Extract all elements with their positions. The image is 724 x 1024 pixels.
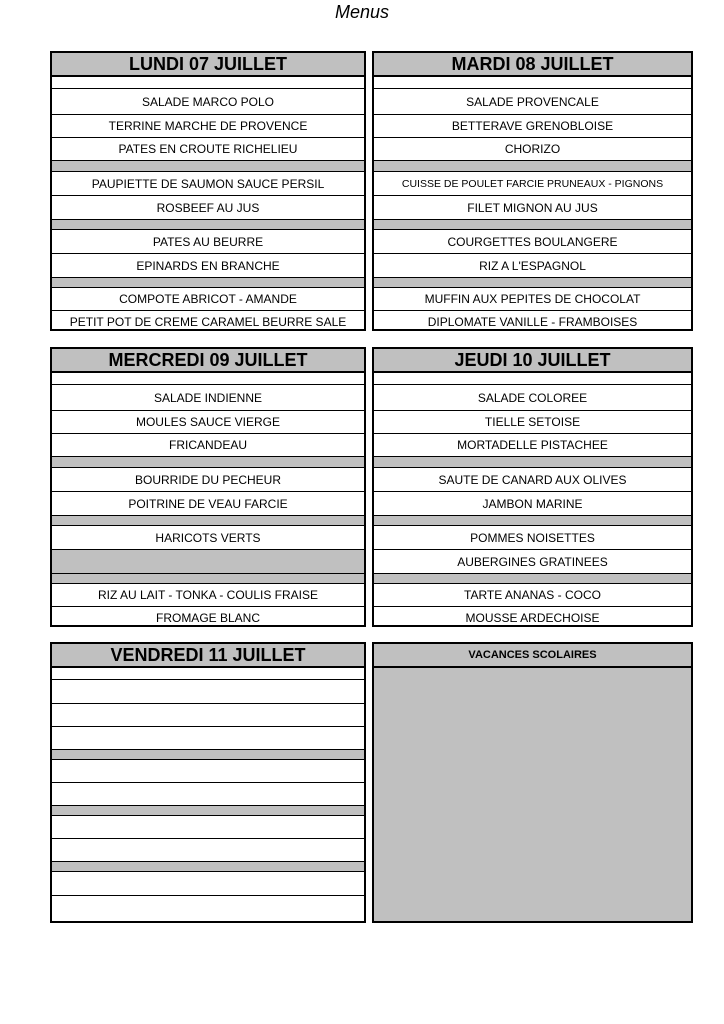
separator-row [52,862,364,872]
menu-item: AUBERGINES GRATINEES [374,550,691,574]
menu-item: SALADE PROVENCALE [374,89,691,115]
spacer-row [374,77,691,89]
menu-item: RIZ A L'ESPAGNOL [374,254,691,278]
menu-item: CUISSE DE POULET FARCIE PRUNEAUX - PIGNONS [374,172,691,196]
menu-item-empty [52,896,364,919]
separator-row [374,278,691,288]
holiday-panel [372,642,693,923]
separator-row [52,516,364,526]
menu-item: COURGETTES BOULANGERE [374,230,691,254]
menu-item: TIELLE SETOISE [374,411,691,434]
menu-item-empty [52,704,364,727]
menu-item: MORTADELLE PISTACHEE [374,434,691,457]
menu-item: SAUTE DE CANARD AUX OLIVES [374,468,691,492]
menu-item: DIPLOMATE VANILLE - FRAMBOISES [427,315,638,329]
menu-item: FROMAGE BLANC [155,611,260,625]
menu-item: HARICOTS VERTS [52,526,364,550]
menu-item: POITRINE DE VEAU FARCIE [52,492,364,516]
separator-row [52,574,364,584]
separator-row [52,161,364,172]
day-header-vendredi: VENDREDI 11 JUILLET [52,644,364,668]
day-header-mercredi: MERCREDI 09 JUILLET [52,349,364,373]
menu-item: MOUSSE ARDECHOISE [465,611,600,625]
menu-item: BETTERAVE GRENOBLOISE [374,115,691,138]
menu-item: CHORIZO [374,138,691,161]
menu-item: FILET MIGNON AU JUS [374,196,691,220]
day-header-mardi: MARDI 08 JUILLET [374,53,691,77]
page-title: Menus [334,2,390,22]
menu-item: PAUPIETTE DE SAUMON SAUCE PERSIL [52,172,364,196]
menu-item: MOULES SAUCE VIERGE [52,411,364,434]
menu-item: MUFFIN AUX PEPITES DE CHOCOLAT [374,288,691,311]
menu-item-empty [52,550,364,574]
holiday-header: VACANCES SCOLAIRES [374,644,691,668]
separator-row [374,161,691,172]
menu-item: PATES EN CROUTE RICHELIEU [52,138,364,161]
menu-item: EPINARDS EN BRANCHE [52,254,364,278]
separator-row [374,516,691,526]
day-header-jeudi: JEUDI 10 JUILLET [374,349,691,373]
day-panel-mardi [372,51,693,331]
menu-item: SALADE MARCO POLO [52,89,364,115]
menu-item: BOURRIDE DU PECHEUR [52,468,364,492]
menu-item: TERRINE MARCHE DE PROVENCE [52,115,364,138]
menu-item: RIZ AU LAIT - TONKA - COULIS FRAISE [52,584,364,607]
menu-item-empty [52,839,364,862]
menu-item: PETIT POT DE CREME CARAMEL BEURRE SALE [69,315,347,329]
menu-item-empty [52,680,364,704]
day-header-lundi: LUNDI 07 JUILLET [52,53,364,77]
menu-item-empty [52,872,364,896]
spacer-row [52,77,364,89]
day-panel-jeudi [372,347,693,627]
menu-item: TARTE ANANAS - COCO [374,584,691,607]
separator-row [52,750,364,760]
separator-row [52,220,364,230]
menu-item: PATES AU BEURRE [52,230,364,254]
spacer-row [52,668,364,680]
day-panel-mercredi [50,347,366,627]
menu-item: JAMBON MARINE [374,492,691,516]
separator-row [52,806,364,816]
menu-item-empty [52,816,364,839]
menu-item: SALADE INDIENNE [52,385,364,411]
menu-item: SALADE COLOREE [374,385,691,411]
separator-row [374,457,691,468]
separator-row [374,220,691,230]
menu-item-empty [52,727,364,750]
day-panel-vendredi [50,642,366,923]
menu-item: COMPOTE ABRICOT - AMANDE [52,288,364,311]
separator-row [52,278,364,288]
spacer-row [374,373,691,385]
menu-item-empty [52,783,364,806]
separator-row [374,574,691,584]
menu-item: FRICANDEAU [52,434,364,457]
menu-item-empty [52,760,364,783]
separator-row [52,457,364,468]
spacer-row [52,373,364,385]
menu-item: ROSBEEF AU JUS [52,196,364,220]
day-panel-lundi [50,51,366,331]
menu-item: POMMES NOISETTES [374,526,691,550]
